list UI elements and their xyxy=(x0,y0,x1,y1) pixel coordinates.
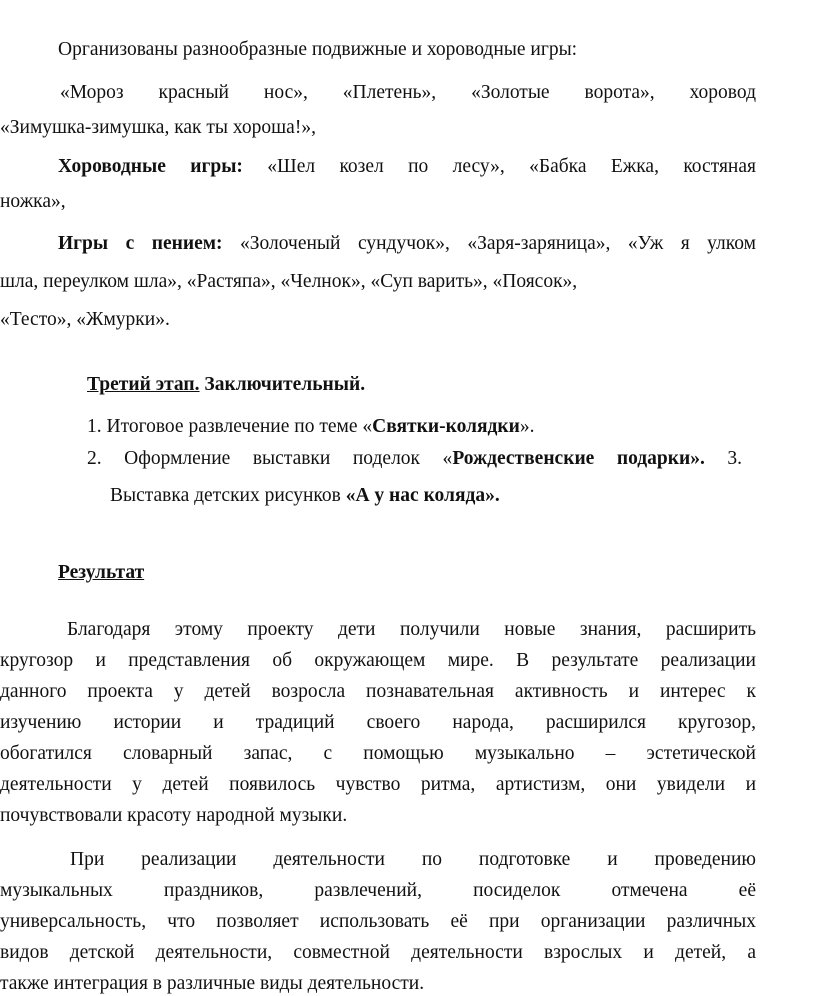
round-dance-label: Хороводные игры: xyxy=(58,156,243,177)
round-dance-line-2: ножка», xyxy=(0,191,66,212)
singing-label: Игры с пением: xyxy=(58,233,223,254)
result-p2-line: универсальность, что позволяет использовать её при организации различных xyxy=(0,911,756,932)
result-p2-line: также интеграция в различные виды деятельности. xyxy=(0,973,425,994)
result-p1-line: почувствовали красоту народной музыки. xyxy=(0,805,348,826)
stage3-item-3: Выставка детских рисунков «А у нас коляда». xyxy=(110,485,500,506)
singing-line-1 xyxy=(58,232,756,256)
stage3-item-2: 2. Оформление выставки поделок «Рождественские подарки». 3. xyxy=(87,448,742,469)
result-p2-line: видов детской деятельности, совместной деятельности взрослых и детей, а xyxy=(0,942,756,963)
games-line-2: «Зимушка-зимушка, как ты хороша!», xyxy=(0,117,316,138)
stage3-item-1: 1. Итоговое развлечение по теме «Святки-колядки». xyxy=(87,416,535,437)
games-line-1: «Мороз красный нос», «Плетень», «Золотые ворота», хоровод xyxy=(60,82,756,103)
stage3-label: Третий этап. xyxy=(87,374,200,395)
singing-text: «Золоченый сундучок», «Заря-заряница», «Уж я улком xyxy=(222,233,756,254)
result-p1-line: данного проекта у детей возросла познавательная активность и интерес к xyxy=(0,681,756,702)
result-p1-line: Благодаря этому проекту дети получили новые знания, расширить xyxy=(67,619,756,640)
stage3-title: Заключительный. xyxy=(199,374,366,395)
round-dance-line-1 xyxy=(58,155,756,179)
result-p2-line: При реализации деятельности по подготовке и проведению xyxy=(70,849,756,870)
result-p1-line: обогатился словарный запас, с помощью музыкально – эстетической xyxy=(0,743,756,764)
singing-line-3: «Тесто», «Жмурки». xyxy=(0,309,170,330)
games-intro: Организованы разнообразные подвижные и хороводные игры: xyxy=(58,39,578,60)
result-p1-line: деятельности у детей появилось чувство ритма, артистизм, они увидели и xyxy=(0,774,756,795)
result-heading: Результат xyxy=(58,562,145,583)
singing-line-2: шла, переулком шла», «Растяпа», «Челнок», «Суп варить», «Поясок», xyxy=(0,271,578,292)
result-p1-line: изучению истории и традиций своего народа, расширился кругозор, xyxy=(0,712,756,733)
result-p2-line: музыкальных праздников, развлечений, посиделок отмечена её xyxy=(0,880,756,901)
round-dance-text: «Шел козел по лесу», «Бабка Ежка, костяная xyxy=(242,156,756,177)
stage3-heading xyxy=(87,373,816,397)
result-p1-line: кругозор и представления об окружающем мире. В результате реализации xyxy=(0,650,756,671)
